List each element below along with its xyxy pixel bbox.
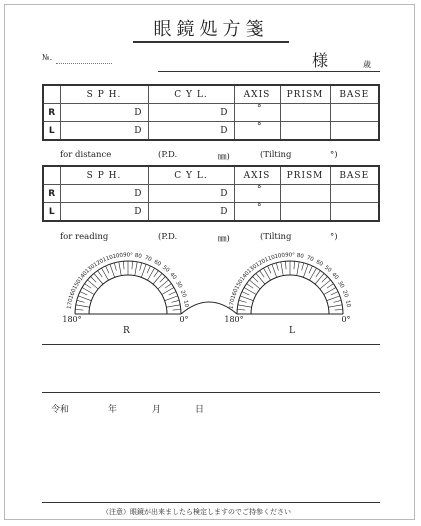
sph-r-field[interactable]: D bbox=[60, 104, 148, 122]
protractor-tick-label: 70 bbox=[305, 255, 315, 264]
protractor-tick bbox=[135, 262, 137, 276]
protractor-tick-label: 140 bbox=[239, 270, 251, 283]
sph-l-field[interactable]: D bbox=[60, 122, 148, 141]
protractor-tick bbox=[327, 296, 340, 301]
cyl-header: C Y L. bbox=[148, 166, 234, 185]
axis-r-field[interactable] bbox=[234, 104, 280, 122]
tilting-label: (Tilting bbox=[260, 232, 292, 242]
prism-r-field[interactable] bbox=[280, 185, 330, 203]
protractor-tick-label: 20 bbox=[340, 289, 349, 299]
corner-cell bbox=[43, 166, 60, 185]
protractor-tick bbox=[91, 277, 97, 283]
protractor-tick-label: 150 bbox=[234, 278, 245, 291]
protractor-tick bbox=[160, 277, 166, 283]
protractor-tick bbox=[272, 264, 277, 277]
protractor-0-label: 0° bbox=[341, 315, 351, 324]
form-title: 眼鏡処方箋 bbox=[153, 19, 269, 40]
protractor-tick bbox=[169, 292, 176, 295]
right-eye-label: R bbox=[123, 326, 130, 336]
axis-header: AXIS bbox=[234, 166, 280, 185]
pd-label: (P.D. bbox=[158, 232, 178, 242]
protractor-tick-label: 90° bbox=[285, 252, 295, 259]
protractor-tick bbox=[76, 305, 90, 307]
table-header-row bbox=[43, 85, 379, 104]
protractor-tick-label: 100 bbox=[274, 252, 286, 261]
protractor-tick bbox=[106, 266, 109, 273]
protractor-inner-arc bbox=[89, 275, 167, 314]
base-l-field[interactable] bbox=[330, 122, 379, 141]
protractor-tick bbox=[154, 271, 159, 278]
name-field[interactable] bbox=[158, 71, 380, 72]
protractor-tick bbox=[294, 261, 295, 269]
protractor-tick bbox=[140, 263, 142, 271]
cyl-r-field[interactable]: D bbox=[148, 104, 234, 122]
protractor-tick-label: 130 bbox=[84, 263, 97, 275]
base-header: BASE bbox=[330, 85, 379, 104]
protractor-tick-label: 10 bbox=[182, 299, 190, 308]
protractor-tick-label: 40 bbox=[168, 271, 178, 282]
protractor-tick bbox=[309, 266, 312, 273]
tilting-label: (Tilting bbox=[260, 150, 292, 160]
protractor-tick-label: 100 bbox=[112, 252, 124, 261]
protractor-tick-label: 80 bbox=[134, 252, 143, 260]
for-distance-label: for distance bbox=[60, 150, 112, 160]
protractor-tick bbox=[87, 280, 98, 289]
protractor-tick-label: 60 bbox=[152, 258, 162, 268]
protractor-tick-label: 60 bbox=[314, 258, 324, 268]
protractor-tick-label: 50 bbox=[322, 264, 333, 274]
base-l-field[interactable] bbox=[330, 203, 379, 222]
protractor-tick bbox=[165, 296, 178, 301]
protractor-tick bbox=[173, 309, 181, 310]
table-row-right bbox=[43, 104, 379, 122]
protractor-tick bbox=[153, 273, 162, 284]
axis-l-field[interactable] bbox=[234, 203, 280, 222]
protractor-tick-label: 170 bbox=[228, 298, 237, 310]
protractor-tick bbox=[119, 262, 121, 276]
protractor-tick bbox=[132, 261, 133, 269]
protractor-tick bbox=[98, 271, 103, 278]
protractor-tick bbox=[327, 284, 334, 289]
protractor-0-label: 0° bbox=[179, 315, 189, 324]
protractor-tick-label: 120 bbox=[254, 258, 267, 269]
protractor-tick-label: 120 bbox=[92, 258, 105, 269]
axis-protractors bbox=[0, 252, 421, 327]
protractor-tick bbox=[297, 262, 299, 276]
protractor-tick-label: 30 bbox=[174, 280, 184, 290]
protractor-tick bbox=[316, 271, 321, 278]
protractor-180-label: 180° bbox=[62, 315, 82, 324]
degree-mark: ° bbox=[257, 184, 262, 195]
tilting-close: °) bbox=[330, 232, 338, 242]
protractor-tick-label: 50 bbox=[160, 264, 171, 274]
protractor-tick bbox=[315, 273, 324, 284]
pd-label: (P.D. bbox=[158, 150, 178, 160]
divider-line bbox=[42, 344, 380, 345]
protractor-right-eye bbox=[62, 252, 189, 324]
protractor-tick bbox=[78, 296, 91, 301]
eye-label-r: R bbox=[43, 104, 60, 122]
protractor-tick bbox=[237, 309, 245, 310]
sph-l-field[interactable]: D bbox=[60, 203, 148, 222]
protractor-tick bbox=[80, 292, 87, 295]
protractor-tick bbox=[276, 263, 278, 271]
prism-l-field[interactable] bbox=[280, 203, 330, 222]
protractor-tick bbox=[256, 273, 265, 284]
protractor-tick-label: 30 bbox=[336, 280, 346, 290]
reading-prescription-table bbox=[42, 165, 380, 222]
date-year: 年 bbox=[108, 405, 118, 415]
protractor-tick bbox=[303, 264, 308, 277]
number-label: №. bbox=[42, 53, 53, 62]
protractor-tick bbox=[331, 292, 338, 295]
protractor-tick bbox=[166, 305, 180, 307]
tilting-close: °) bbox=[330, 150, 338, 160]
degree-mark: ° bbox=[257, 202, 262, 213]
protractor-tick-label: 110 bbox=[102, 254, 114, 264]
protractor-tick bbox=[165, 284, 172, 289]
protractor-tick bbox=[110, 264, 115, 277]
date-month: 月 bbox=[152, 405, 162, 415]
degree-mark: ° bbox=[257, 121, 262, 132]
date-era: 令和 bbox=[51, 405, 70, 415]
cyl-l-field[interactable]: D bbox=[148, 122, 234, 141]
protractor-tick bbox=[335, 309, 343, 310]
table-header-row bbox=[43, 166, 379, 185]
degree-mark: ° bbox=[257, 103, 262, 114]
eye-label-l: L bbox=[43, 122, 60, 141]
protractor-tick bbox=[333, 300, 341, 302]
protractor-inner-arc bbox=[251, 275, 329, 314]
protractor-tick-label: 160 bbox=[68, 288, 78, 300]
number-field[interactable] bbox=[56, 63, 112, 64]
protractor-tick-label: 90° bbox=[123, 252, 133, 259]
base-header: BASE bbox=[330, 166, 379, 185]
mm-label: ㎜) bbox=[218, 234, 230, 244]
protractor-tick bbox=[158, 280, 169, 289]
footer-note: （注意）眼鏡が出来ましたら検定しますのでご持参ください bbox=[102, 508, 291, 516]
protractor-tick-label: 140 bbox=[77, 270, 89, 283]
axis-header: AXIS bbox=[234, 85, 280, 104]
protractor-tick bbox=[249, 280, 260, 289]
protractor-tick bbox=[85, 284, 92, 289]
protractor-tick bbox=[281, 262, 283, 276]
cyl-r-field[interactable]: D bbox=[148, 185, 234, 203]
protractor-tick bbox=[114, 263, 116, 271]
protractor-tick bbox=[260, 271, 265, 278]
protractor-tick-label: 150 bbox=[72, 278, 83, 291]
protractor-tick-label: 20 bbox=[178, 289, 187, 299]
divider-line bbox=[42, 502, 380, 503]
protractor-tick bbox=[239, 300, 247, 302]
protractor-tick bbox=[268, 266, 271, 273]
table-row-right bbox=[43, 185, 379, 203]
table-row-left bbox=[43, 122, 379, 141]
for-reading-label: for reading bbox=[60, 232, 109, 242]
sph-header: S P H. bbox=[60, 166, 148, 185]
protractor-tick bbox=[320, 280, 331, 289]
protractor-tick-label: 10 bbox=[344, 299, 352, 308]
protractor-tick bbox=[141, 264, 146, 277]
prism-r-field[interactable] bbox=[280, 104, 330, 122]
base-r-field[interactable] bbox=[330, 185, 379, 203]
title-underline bbox=[133, 41, 289, 43]
protractor-tick-label: 80 bbox=[296, 252, 305, 260]
divider-line bbox=[42, 392, 380, 393]
prism-l-field[interactable] bbox=[280, 122, 330, 141]
name-suffix: 様 bbox=[312, 51, 329, 70]
axis-r-field[interactable] bbox=[234, 185, 280, 203]
protractor-tick bbox=[322, 277, 328, 283]
sph-r-field[interactable]: D bbox=[60, 185, 148, 203]
sph-header: S P H. bbox=[60, 85, 148, 104]
protractor-tick bbox=[75, 309, 83, 310]
protractor-tick-label: 130 bbox=[246, 263, 259, 275]
protractor-tick-label: 40 bbox=[330, 271, 340, 282]
base-r-field[interactable] bbox=[330, 104, 379, 122]
age-suffix: 歳 bbox=[363, 60, 371, 69]
protractor-tick bbox=[242, 292, 249, 295]
left-eye-label: L bbox=[289, 326, 295, 336]
cyl-l-field[interactable]: D bbox=[148, 203, 234, 222]
protractor-tick bbox=[302, 263, 304, 271]
eye-label-r: R bbox=[43, 185, 60, 203]
protractor-tick bbox=[123, 261, 124, 269]
protractor-tick bbox=[147, 266, 150, 273]
protractor-tick-label: 70 bbox=[143, 255, 153, 264]
axis-l-field[interactable] bbox=[234, 122, 280, 141]
protractor-tick bbox=[171, 300, 179, 302]
date-day: 日 bbox=[195, 405, 205, 415]
protractor-left-eye bbox=[224, 252, 351, 324]
mm-label: ㎜) bbox=[218, 152, 230, 162]
protractor-tick bbox=[240, 296, 253, 301]
protractor-180-label: 180° bbox=[224, 315, 244, 324]
corner-cell bbox=[43, 85, 60, 104]
protractor-tick bbox=[238, 305, 252, 307]
cyl-header: C Y L. bbox=[148, 85, 234, 104]
protractor-tick-label: 170 bbox=[66, 298, 75, 310]
prism-header: PRISM bbox=[280, 85, 330, 104]
protractor-tick bbox=[253, 277, 259, 283]
distance-prescription-table bbox=[42, 84, 380, 141]
protractor-tick bbox=[247, 284, 254, 289]
protractor-tick-label: 110 bbox=[264, 254, 276, 264]
protractor-tick bbox=[77, 300, 85, 302]
protractor-tick-label: 160 bbox=[230, 288, 240, 300]
protractor-tick bbox=[328, 305, 342, 307]
table-row-left bbox=[43, 203, 379, 222]
protractor-tick bbox=[285, 261, 286, 269]
eye-label-l: L bbox=[43, 203, 60, 222]
prism-header: PRISM bbox=[280, 166, 330, 185]
protractor-tick bbox=[94, 273, 103, 284]
